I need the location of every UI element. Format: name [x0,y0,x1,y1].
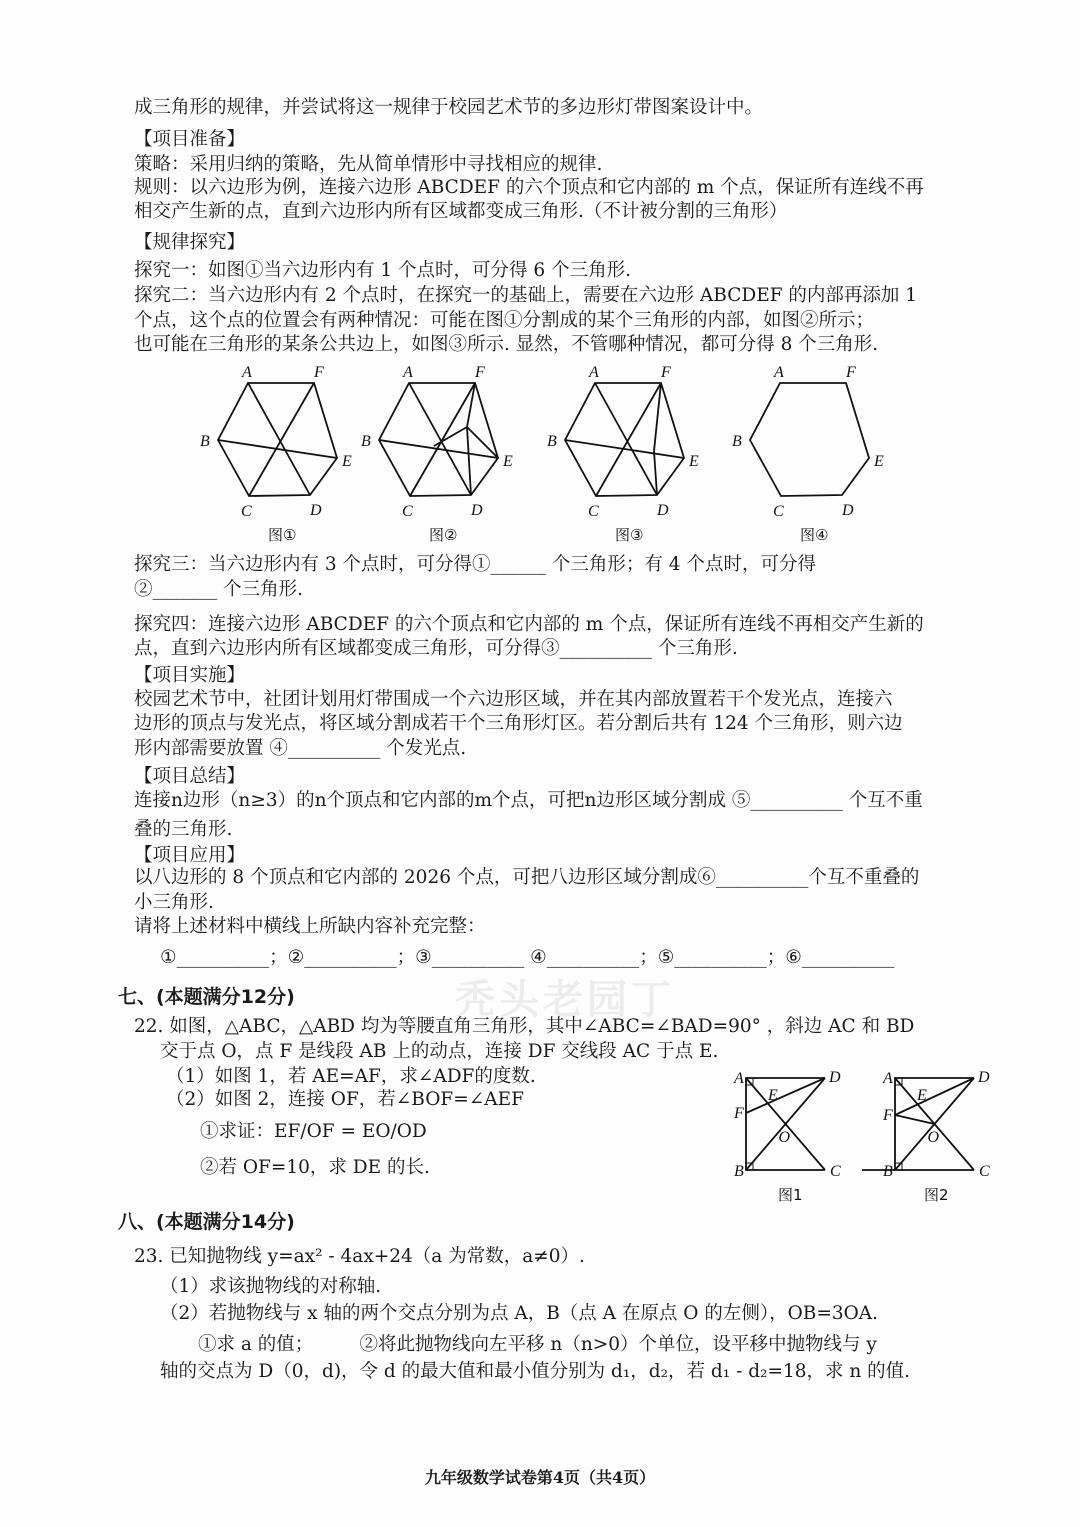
vertex-label: B [734,1163,744,1180]
vertex-label: F [734,1105,744,1122]
text-line: 边形的顶点与发光点，将区域分割成若干个三角形灯区。若分割后共有 124 个三角形，则六边 [134,713,903,734]
figure-caption: 图1 [778,1186,803,1204]
hexagon-figure-2 [361,364,513,544]
vertex-label: O [778,1129,791,1146]
heading-explore: 【规律探究】 [134,232,246,253]
section-7-heading: 七、(本题满分12分) [118,986,295,1008]
hexagon [565,383,684,496]
vertex-label: A [883,1070,893,1087]
vertex-label: D [310,502,322,519]
hexagon-figure-1 [200,364,352,544]
vertex-label: A [774,364,784,381]
text-line: 以八边形的 8 个顶点和它内部的 2026 个点，可把八边形区域分割成⑥__________个互不重叠的 [134,867,920,888]
vertex-label: A [403,364,413,381]
vertex-label: B [547,433,557,450]
vertex-label: B [200,433,210,450]
figure-caption: 图③ [615,526,644,544]
vertex-label: F [475,364,485,381]
vertex-label: D [829,1069,841,1086]
segment [565,440,684,458]
hexagon-figure-4 [732,364,884,544]
figure-caption: 图2 [924,1186,949,1204]
text-line: 探究四：连接六边形 ABCDEF 的六个顶点和它内部的 m 个点，保证所有连线不再相交产生新的 [134,614,924,635]
vertex-label: C [773,503,784,520]
vertex-label: C [979,1163,990,1180]
hexagon-figure-3 [547,364,699,544]
text-line: 形内部需要放置 ④__________ 个发光点. [134,738,467,759]
q23-line: 23. 已知抛物线 y=ax² - 4ax+24（a 为常数，a≠0）. [134,1246,585,1267]
vertex-label: E [342,453,352,470]
q22-line: 交于点 O，点 F 是线段 AB 上的动点，连接 DF 交线段 AC 于点 E. [160,1041,719,1062]
q22-figure-2 [862,1069,990,1180]
q23-part1: （1）求该抛物线的对称轴. [160,1276,382,1297]
hexagon [750,383,869,496]
text-line: 也可能在三角形的某条公共边上，如图③所示. 显然，不管哪种情况，都可分得 8 个三角形. [134,334,879,355]
text-line: 规则：以六边形为例，连接六边形 ABCDEF 的六个顶点和它内部的 m 个点，保证所有连线不再 [134,177,924,198]
vertex-label: A [242,364,252,381]
text-line: 策略：采用归纳的策略，先从简单情形中寻找相应的规律. [134,154,603,175]
vertex-label: E [689,453,699,470]
q22-part2-1: ①求证：EF/OF = EO/OD [200,1121,427,1142]
vertex-label: B [361,433,371,450]
q23-part2-sub: ①求 a 的值； ②将此抛物线向左平移 n（n>0）个单位，设平移中抛物线与 y [198,1334,877,1355]
segment [654,451,657,495]
heading-prep: 【项目准备】 [134,129,246,150]
q23-part2: （2）若抛物线与 x 轴的两个交点分别为点 A，B（点 A 在原点 O 的左侧），OB=3OA. [160,1303,879,1324]
text-line: 连接n边形（n≥3）的n个顶点和它内部的m个点，可把n边形区域分割成 ⑤__________ 个互不重 [134,790,923,811]
heading-apply: 【项目应用】 [134,845,246,866]
heading-implement: 【项目实施】 [134,665,246,686]
vertex-label: D [978,1069,990,1086]
vertex-label: D [657,502,669,519]
segment [218,440,337,458]
segment [596,383,661,496]
vertex-label: F [661,364,671,381]
text-line: 探究三：当六边形内有 3 个点时，可分得①______ 个三角形；有 4 个点时，可分得 [134,554,816,575]
q22-part2-2: ②若 OF=10，求 DE 的长. [200,1157,430,1178]
text-line: ②_______ 个三角形. [134,579,304,600]
text-line: 叠的三角形. [134,819,233,840]
text-line: 相交产生新的点，直到六边形内所有区域都变成三角形.（不计被分割的三角形） [134,201,788,222]
vertex-label: E [917,1087,927,1104]
figure-caption: 图④ [800,526,829,544]
text-line: 校园艺术节中，社团计划用灯带围成一个六边形区域，并在其内部放置若干个发光点，连接六 [134,689,893,710]
segment [409,383,471,495]
vertex-label: O [927,1129,940,1146]
vertex-label: A [589,364,599,381]
answer-blanks: ①__________；②__________；③__________ ④__________；⑤__________；⑥__________ [160,947,895,968]
heading-summary: 【项目总结】 [134,766,246,787]
segment [410,383,475,496]
vertex-label: C [830,1163,841,1180]
vertex-label: F [846,364,856,381]
watermark: 秃头老园丁 [455,977,675,1023]
vertex-label: D [842,502,854,519]
page-footer: 九年级数学试卷第4页（共4页） [424,1468,656,1487]
vertex-label: C [588,503,599,520]
vertex-label: B [883,1163,893,1180]
vertex-label: B [732,433,742,450]
vertex-label: A [734,1070,744,1087]
q22-figure-1 [733,1069,841,1180]
text-line: 个点，这个点的位置会有两种情况：可能在图①分割成的某个三角形的内部，如图②所示； [134,310,875,331]
text-line: 小三角形. [134,892,214,913]
vertex-label: F [314,364,324,381]
segment [467,427,471,495]
text-line: 点，直到六边形内所有区域都变成三角形，可分得③__________ 个三角形. [134,638,738,659]
vertex-label: E [768,1087,778,1104]
segment [249,383,314,496]
segment [895,1078,974,1115]
q23-part2-sub: 轴的交点为 D（0，d)，令 d 的最大值和最小值分别为 d₁，d₂，若 d₁ - d₂=18，求 n 的值. [160,1361,911,1382]
q22-line: 22. 如图，△ABC，△ABD 均为等腰直角三角形，其中∠ABC=∠BAD=90° ，斜边 AC 和 BD [134,1016,915,1037]
figure-caption: 图② [429,526,458,544]
q22-part2: （2）如图 2，连接 OF，若∠BOF=∠AEF [166,1089,524,1110]
vertex-label: E [874,453,884,470]
hexagon [218,383,337,496]
vertex-label: C [241,503,252,520]
segment [248,383,310,495]
text-line: 请将上述材料中横线上所缺内容补充完整： [134,916,486,937]
text-line: 探究二：当六边形内有 2 个点时，在探究一的基础上，需要在六边形 ABCDEF 的内部再添加 1 [134,285,918,306]
q22-part1: （1）如图 1，若 AE=AF，求∠ADF的度数. [166,1066,536,1087]
segment [595,383,657,495]
vertex-label: C [402,503,413,520]
figure-caption: 图① [268,526,297,544]
text-line: 成三角形的规律，并尝试将这一规律于校园艺术节的多边形灯带图案设计中。 [134,97,764,118]
vertex-label: F [883,1107,893,1124]
section-8-heading: 八、(本题满分14分) [118,1211,295,1233]
segment [746,1078,825,1113]
text-line: 探究一：如图①当六边形内有 1 个点时，可分得 6 个三角形. [134,260,631,281]
vertex-label: E [503,453,513,470]
vertex-label: D [471,502,483,519]
